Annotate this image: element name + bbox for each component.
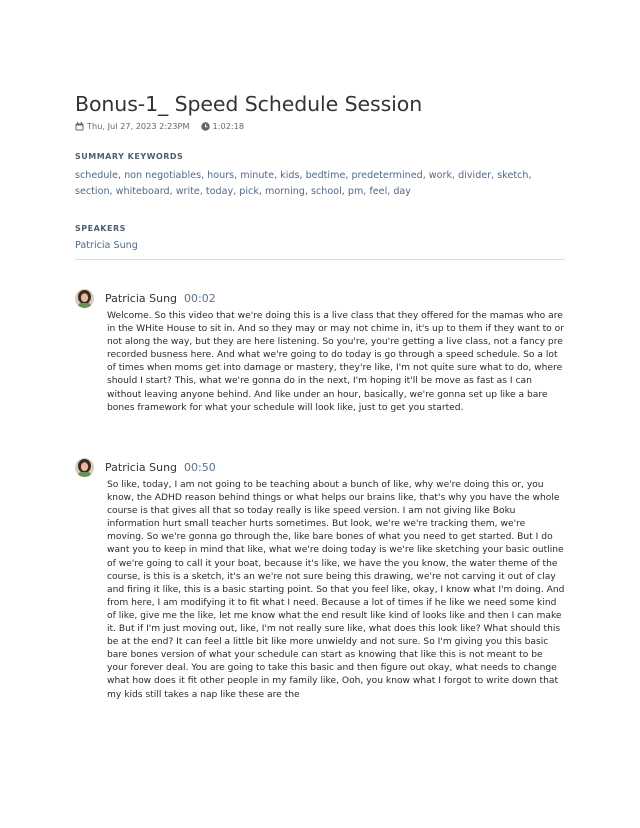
speaker-name: Patricia Sung <box>105 291 178 305</box>
calendar-icon <box>75 122 84 131</box>
document-date: Thu, Jul 27, 2023 2:23PM <box>87 121 190 131</box>
header-divider <box>75 259 565 260</box>
document-title: Bonus-1_ Speed Schedule Session <box>75 92 423 116</box>
timestamp[interactable]: 00:02 <box>184 291 216 305</box>
transcript-block-header <box>75 288 565 308</box>
transcript-block <box>75 457 565 702</box>
transcript-text: Welcome. So this video that we're doing this is a live class that they offered for the mamas who are in the WHite House to sit in. And so they may or may not chime in, it's up to them if they want to or not along the way, but they are here listening. So you're, you're getting a live class, not a fancy pre recorded busness here. And what we're going to do today is go through a speed schedule. So a lot of times when moms get into damage or mastery, they're like, I'm not quite sure what to do, where should I start? This, what we're gonna do in the next, I'm hoping it'll be move as fast as I can without leaving anyone behind. And like under an hour, basically, we're gonna set up like a bare bones framework for what your schedule will look like, just to get you started. <box>107 311 564 413</box>
document-header <box>75 92 565 260</box>
document-meta <box>75 120 565 132</box>
speakers-list: Patricia Sung <box>75 240 138 251</box>
summary-keywords-heading: SUMMARY KEYWORDS <box>75 152 184 161</box>
transcript-block-header <box>75 457 565 477</box>
clock-icon <box>201 122 210 131</box>
timestamp[interactable]: 00:50 <box>184 460 216 474</box>
speaker-name: Patricia Sung <box>105 460 178 474</box>
avatar <box>75 458 94 477</box>
transcript-block <box>75 288 565 415</box>
avatar <box>75 289 94 308</box>
document-duration: 1:02:18 <box>212 121 245 131</box>
speakers-heading: SPEAKERS <box>75 224 126 233</box>
transcript-text: So like, today, I am not going to be teaching about a bunch of like, why we're doing this or, you know, the ADHD reason behind things or what helps our brains like, that's why you have the whole course is that gives all that so today really is like speed version. I am not giving like Boku information hurt small teacher hurts sometimes. But look, we're we're tracking them, we're moving. So we're gonna go through the, like bare bones of what you need to get started. But I do want you to keep in mind that like, what we're doing today is we're like sketching your basic outline of we're going to call it your boat, because it's like, we have the you know, the water theme of the course, is this is a sketch, it's an we're not sure being this drawing, we're not carving it out of clay and firing it like, this is a basic starting point. So that you feel like, okay, I know what I'm doing. And from here, I am modifying it to fit what I need. Because a lot of times if he like we need some kind of like, give me the like, let me know what the end result like kind of looks like and then I can make it. But if I'm just moving out, like, I'm not really sure like, what does this look like? What should this be at the end? It can feel a little bit like more unwieldy and not sure. So I'm giving you this basic bare bones version of what your schedule can start as knowing that like this is not meant to be your forever deal. You are going to take this basic and then figure out okay, what needs to change what how does it fit other people in my family like, Ooh, you know what I forgot to write down that my kids still takes a nap like these are the <box>107 480 565 700</box>
summary-keywords: schedule, non negotiables, hours, minute, kids, bedtime, predetermined, work, divider, sketch, section, whiteboard, write, today, pick, morning, school, pm, feel, day <box>75 170 532 197</box>
